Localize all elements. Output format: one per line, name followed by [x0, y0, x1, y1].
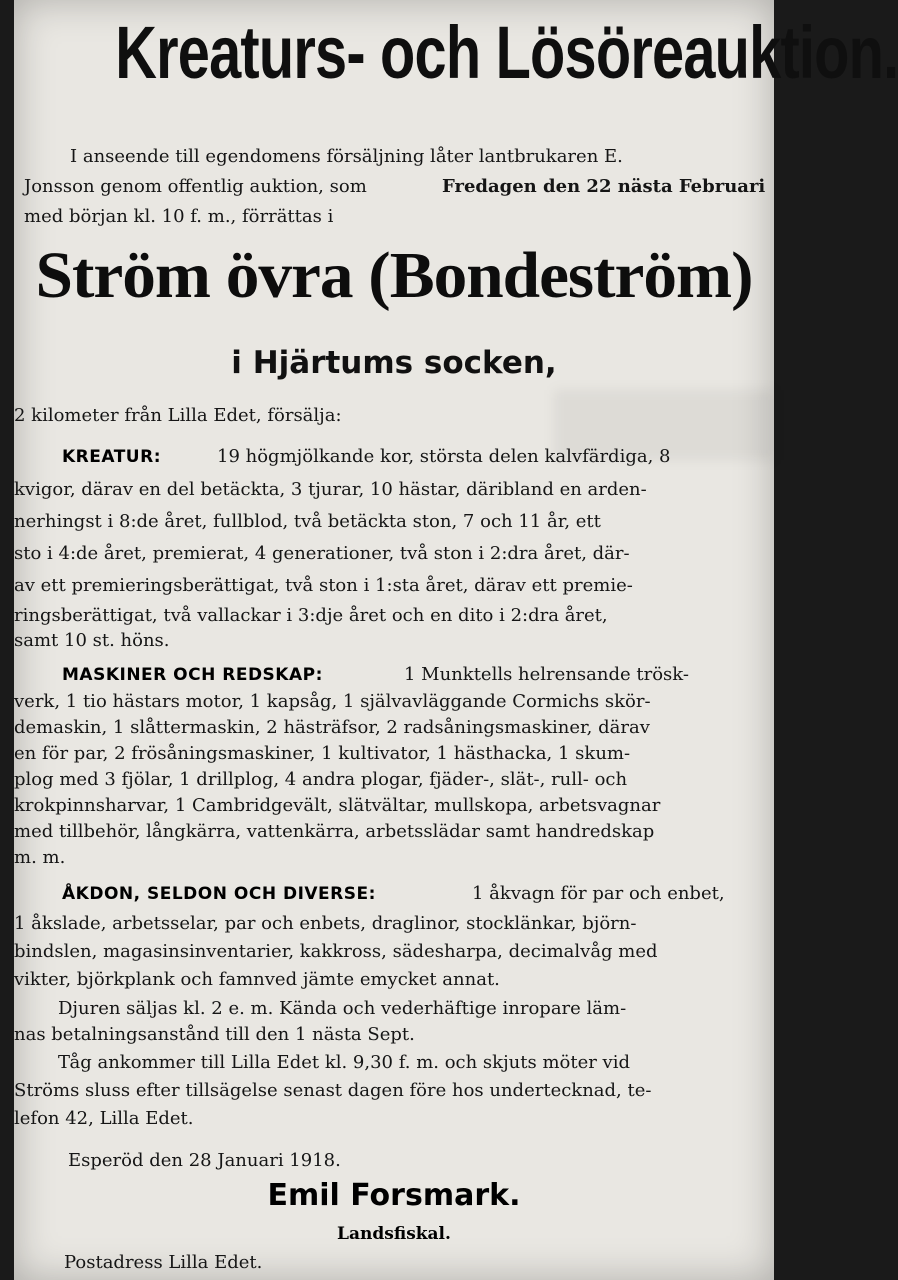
- signature: Emil Forsmark.: [267, 1178, 521, 1213]
- auction-title: Kreaturs- och Lösöreauktion.: [115, 11, 898, 94]
- newspaper-clipping: [14, 0, 898, 1280]
- kreatur-line: av ett premieringsberättigat, två ston i 1:sta året, därav ett premie-: [14, 575, 633, 596]
- terms-line: Tåg ankommer till Lilla Edet kl. 9,30 f. m. och skjuts möter vid: [58, 1052, 631, 1073]
- terms-line: Djuren säljas kl. 2 e. m. Kända och vederhäftige inropare läm-: [58, 998, 627, 1019]
- kreatur-line: samt 10 st. höns.: [14, 630, 170, 651]
- maskiner-line: krokpinnsharvar, 1 Cambridgevält, slätvältar, mullskopa, arbetsvagnar: [14, 795, 661, 816]
- terms-line: nas betalningsanstånd till den 1 nästa Sept.: [14, 1024, 415, 1045]
- akdon-line: vikter, björkplank och famnved jämte emycket annat.: [14, 969, 500, 990]
- terms-line: lefon 42, Lilla Edet.: [14, 1108, 194, 1129]
- kreatur-line: sto i 4:de året, premierat, 4 generationer, två ston i 2:dra året, där-: [14, 543, 630, 564]
- terms-line: Ströms sluss efter tillsägelse senast dagen före hos undertecknad, te-: [14, 1080, 652, 1101]
- maskiner-line: 1 Munktells helrensande trösk-: [404, 664, 689, 685]
- maskiner-line: demaskin, 1 slåttermaskin, 2 hästräfsor, 2 radsåningsmaskiner, därav: [14, 717, 650, 738]
- maskiner-line: plog med 3 fjölar, 1 drillplog, 4 andra plogar, fjäder-, slät-, rull- och: [14, 769, 628, 790]
- place-title: Ström övra (Bondeström): [35, 239, 753, 312]
- intro-line-2: Jonsson genom offentlig auktion, som: [24, 176, 367, 197]
- akdon-line: 1 åkvagn för par och enbet,: [472, 883, 725, 904]
- auction-date: Fredagen den 22 nästa Februari: [442, 176, 766, 197]
- maskiner-line: m. m.: [14, 847, 66, 868]
- maskiner-line: verk, 1 tio hästars motor, 1 kapsåg, 1 självavläggande Cormichs skör-: [14, 691, 651, 712]
- intro-line-3: med början kl. 10 f. m., förrättas i: [24, 206, 334, 227]
- postal-address: Postadress Lilla Edet.: [64, 1252, 263, 1273]
- section-heading-maskiner: MASKINER OCH REDSKAP:: [62, 665, 323, 685]
- distance-line: 2 kilometer från Lilla Edet, försälja:: [14, 405, 342, 426]
- intro-line-1: I anseende till egendomens försäljning låter lantbrukaren E.: [70, 146, 623, 167]
- kreatur-line: nerhingst i 8:de året, fullblod, två betäckta ston, 7 och 11 år, ett: [14, 511, 601, 532]
- signature-role: Landsfiskal.: [337, 1224, 451, 1244]
- kreatur-line: 19 högmjölkande kor, största delen kalvfärdiga, 8: [217, 446, 671, 467]
- section-heading-akdon: ÅKDON, SELDON OCH DIVERSE:: [62, 884, 376, 904]
- section-heading-kreatur: KREATUR:: [62, 447, 162, 467]
- akdon-line: 1 åkslade, arbetsselar, par och enbets, draglinor, stocklänkar, björn-: [14, 913, 637, 934]
- kreatur-line: kvigor, därav en del betäckta, 3 tjurar, 10 hästar, däribland en arden-: [14, 479, 647, 500]
- dateline: Esperöd den 28 Januari 1918.: [68, 1150, 341, 1171]
- akdon-line: bindslen, magasinsinventarier, kakkross, sädesharpa, decimalvåg med: [14, 941, 658, 962]
- maskiner-line: en för par, 2 frösåningsmaskiner, 1 kultivator, 1 hästhacka, 1 skum-: [14, 743, 631, 764]
- kreatur-line: ringsberättigat, två vallackar i 3:dje året och en dito i 2:dra året,: [14, 605, 608, 626]
- maskiner-line: med tillbehör, långkärra, vattenkärra, arbetsslädar samt handredskap: [14, 821, 655, 842]
- parish-line: i Hjärtums socken,: [231, 345, 557, 381]
